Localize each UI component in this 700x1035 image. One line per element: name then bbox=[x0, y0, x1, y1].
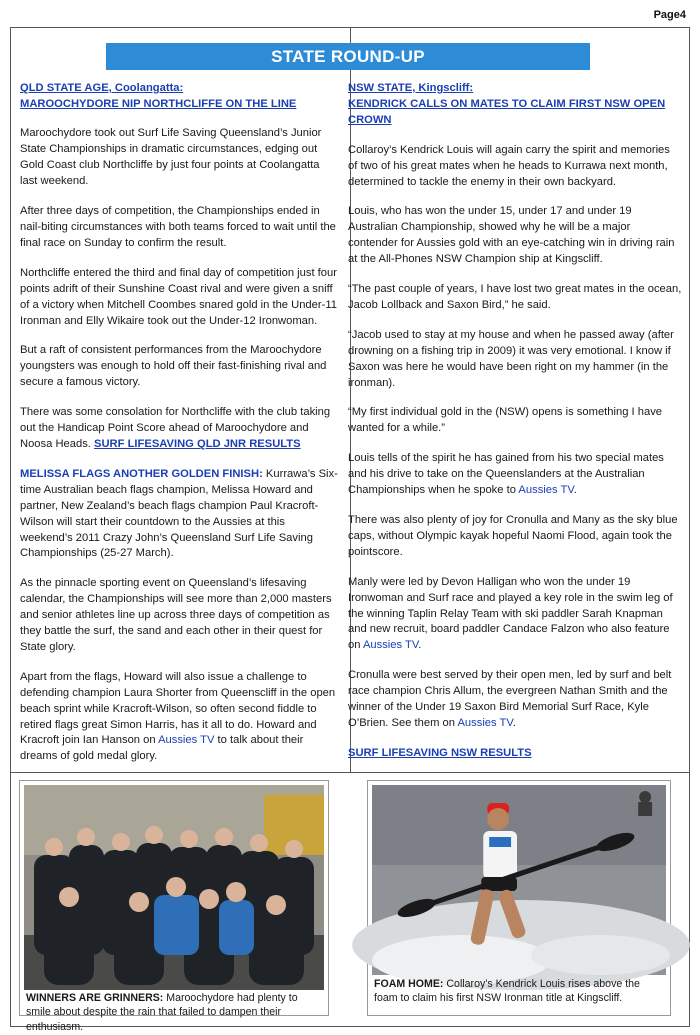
qld-paragraph-1: Maroochydore took out Surf Life Saving Queensland’s Junior State Championships in dramatic circumstances, edging out Gold Coast club Northcliffe by just four points at Coolangatta last weekend. bbox=[20, 127, 322, 188]
nsw-heading-title[interactable]: KENDRICK CALLS ON MATES TO CLAIM FIRST NSW OPEN CROWN bbox=[348, 98, 666, 127]
qld-paragraph-4: But a raft of consistent performances from the Maroochydore youngsters was enough to hold off their fast-finishing rival and secure a famous victory. bbox=[20, 344, 327, 389]
nsw-paragraph-6 bbox=[348, 451, 682, 499]
ironman-photo bbox=[372, 785, 666, 975]
melissa-lead-heading: MELISSA FLAGS ANOTHER GOLDEN FINISH: bbox=[20, 467, 263, 480]
qld-paragraph-5 bbox=[20, 405, 339, 453]
right-column bbox=[348, 80, 682, 776]
qld-paragraph-8-end: to talk about their dreams of gold medal glory. bbox=[20, 734, 304, 763]
qld-jnr-results-link[interactable]: SURF LIFESAVING QLD JNR RESULTS bbox=[94, 437, 301, 450]
nsw-paragraph-8-text: Manly were led by Devon Halligan who won the under 19 Ironwoman and Surf race and played a key role in the swim leg of the winning Taplin Relay Team with ski paddler Sarah Knapman and new recruit, board paddler Candace Falzon who also feature on bbox=[348, 575, 673, 652]
nsw-paragraph-9-text: Cronulla were best served by their open men, led by surf and belt race champion Chris Allum, the evergreen Nathan Smith and the winner of the Under 19 Saxon Bird Memorial Surf Race, Kyle O’Brien. See them on bbox=[348, 669, 672, 729]
team-photo-image bbox=[24, 785, 324, 990]
ironman-photo-image bbox=[372, 785, 666, 975]
melissa-paragraph-text: Kurrawa’s Six-time Australian beach flags champion, Melissa Howard and partner, New Zealand’s beach flags champion Paul Kracroft-Wilson will start their countdown to the Aussies at this weekend’s 2011 Crazy John’s Queensland Surf Life Saving Championships (25-27 March). bbox=[20, 467, 338, 560]
aussies-tv-link-2[interactable]: Aussies TV bbox=[362, 639, 419, 652]
ironman-caption-text: Collaroy’s Kendrick Louis rises above the foam to claim his first NSW Ironman title at Kingscliff. bbox=[374, 978, 640, 1005]
qld-paragraph-8 bbox=[20, 670, 339, 765]
page-frame bbox=[10, 27, 690, 1033]
aussies-tv-link-1[interactable]: Aussies TV bbox=[518, 484, 574, 497]
nsw-paragraph-3: “The past couple of years, I have lost two great mates in the ocean, Jacob Lollback and Saxon Bird,” he said. bbox=[348, 283, 682, 311]
team-photo bbox=[24, 785, 324, 990]
aussies-tv-link-left[interactable]: Aussies TV bbox=[158, 734, 215, 747]
qld-heading-title[interactable]: MAROOCHYDORE NIP NORTHCLIFFE ON THE LINE bbox=[20, 98, 297, 111]
qld-paragraph-8-text: Apart from the flags, Howard will also issue a challenge to defending champion Laura Shorter from Queenscliff in the open beach sprint while Kracroft-Wilson, so often second fiddle to retired flags great Simon Harris, has it all to do. Howard and Kracroft join Ian Hanson on bbox=[20, 670, 336, 747]
section-banner: STATE ROUND-UP bbox=[106, 43, 590, 70]
nsw-paragraph-9 bbox=[348, 668, 682, 732]
aussies-tv-link-3[interactable]: Aussies TV bbox=[457, 716, 513, 729]
team-photo-box bbox=[19, 780, 329, 1033]
nsw-paragraph-8 bbox=[348, 575, 682, 655]
nsw-paragraph-8-end: . bbox=[418, 639, 422, 652]
nsw-paragraph-1: Collaroy’s Kendrick Louis will again carry the spirit and memories of two of his great mates when he heads to Kurrawa next month, determined to tackle the enemy in their own backyard. bbox=[348, 143, 670, 188]
nsw-paragraph-9-end: . bbox=[512, 716, 516, 729]
melissa-paragraph bbox=[20, 467, 339, 562]
qld-paragraph-7: As the pinnacle sporting event on Queensland’s lifesaving calendar, the Championships will see more than 2,000 masters and senior athletes line up across three days of competition as they battle the surf, the sand and each other in their quest for State glory. bbox=[20, 577, 332, 653]
qld-paragraph-2: After three days of competition, the Championships ended in nail-biting circumstances with both teams forced to wait until the final race on Sunday to confirm the result. bbox=[20, 205, 336, 249]
left-column bbox=[20, 80, 339, 779]
nsw-paragraph-5: “My first individual gold in the (NSW) opens is something I have wanted for a while.” bbox=[348, 406, 663, 435]
nsw-heading-location[interactable]: NSW STATE, Kingscliff: bbox=[348, 82, 474, 94]
team-photo-caption bbox=[26, 991, 322, 1033]
team-caption-lead: WINNERS ARE GRINNERS: bbox=[26, 992, 164, 1004]
ironman-photo-box bbox=[367, 780, 671, 1016]
nsw-paragraph-6-text: Louis tells of the spirit he has gained from his two special mates and his drive to take on the Queenslanders at the Australian Championships when he spoke to bbox=[348, 452, 664, 497]
nsw-paragraph-2: Louis, who has won the under 15, under 17 and under 19 Australian Championship, showed why he will be a major contender for Aussies gold with an eye-catching win in driving rain at the All-Phones NSW Champion ship at Kingscliff. bbox=[348, 205, 675, 266]
nsw-paragraph-7: There was also plenty of joy for Cronulla and Many as the sky blue caps, without Olympic kayak hopeful Naomi Flood, again took the pointscore. bbox=[348, 514, 678, 558]
page-number: Page4 bbox=[653, 9, 686, 21]
nsw-paragraph-6-end: . bbox=[573, 484, 577, 497]
qld-paragraph-5-text: There was some consolation for Northcliffe with the club taking out the Handicap Point Score ahead of Maroochydore and Noosa Heads. bbox=[20, 406, 331, 450]
qld-heading-location[interactable]: QLD STATE AGE, Coolangatta: bbox=[20, 82, 184, 94]
ironman-caption-lead: FOAM HOME: bbox=[374, 978, 444, 990]
nsw-paragraph-4: “Jacob used to stay at my house and when he passed away (after drowning on a fishing trip in 2009) it was very emotional. I know if Saxon was here he would have been right on my hammer (in the ironman). bbox=[348, 328, 674, 389]
nsw-results-paragraph bbox=[348, 746, 682, 762]
nsw-results-link[interactable]: SURF LIFESAVING NSW RESULTS bbox=[348, 746, 532, 759]
team-caption-text: Maroochydore had plenty to smile about despite the rain that failed to dampen their enthusiasm. bbox=[26, 992, 298, 1033]
qld-paragraph-3: Northcliffe entered the third and final day of competition just four points adrift of their Sunshine Coast rival and were given a sniff of a victory when Mitchell Coombes snared gold in the Under-11 Ironman and Elly Wikaire took out the Under-12 Ironwoman. bbox=[20, 266, 337, 327]
ironman-photo-caption bbox=[374, 977, 664, 1011]
